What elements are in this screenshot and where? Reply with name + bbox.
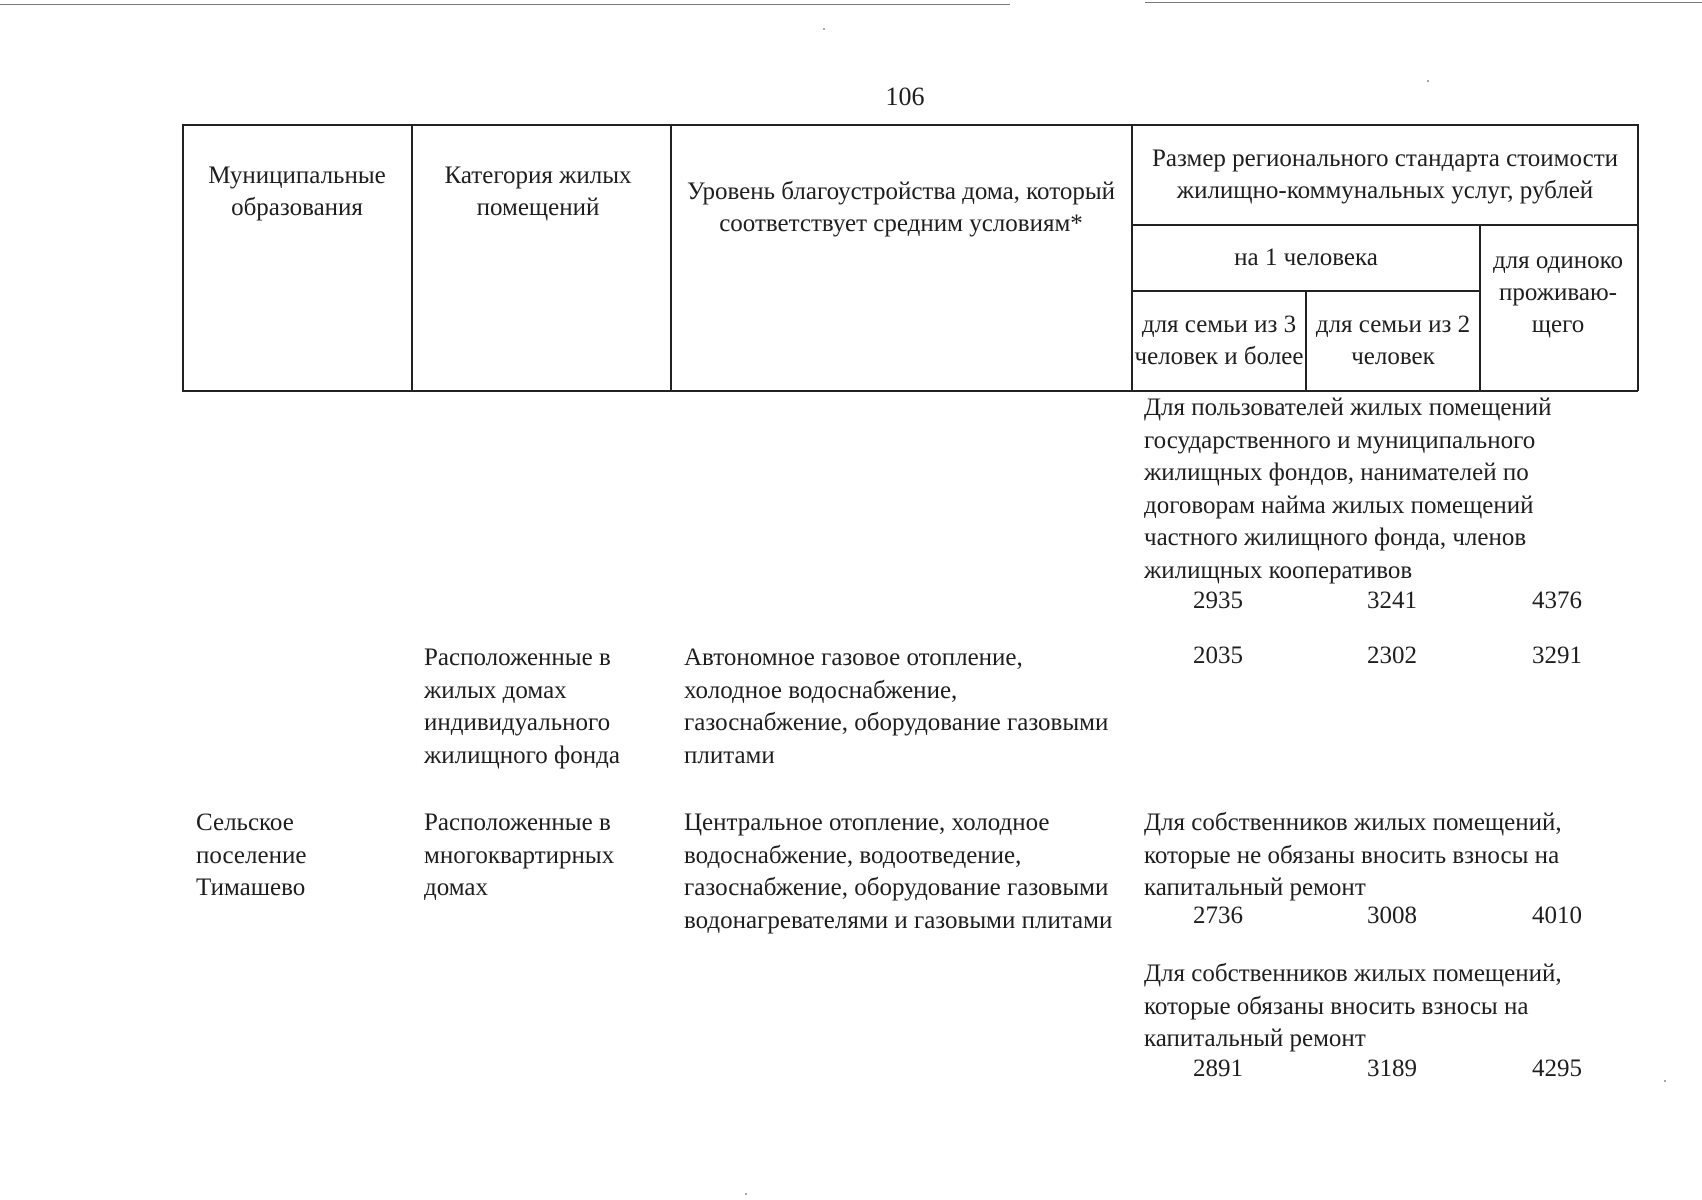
row-amenity-level: Центральное отопление, холодное водоснабжение, водоотведение, газоснабжение, оборудование газовыми водонагревателями и газовыми плитами [684, 809, 1113, 934]
row-note: Для пользователей жилых помещений государственного и муниципального жилищных фондов, нанимателей по договорам найма жилых помещений частного жилищного фонда, членов жилищных кооперативов [1144, 394, 1552, 584]
row-category: Расположенные в жилых домах индивидуального жилищного фонда [424, 644, 620, 769]
header-municipality: Муниципальные образования [208, 162, 386, 221]
value-family-2: 3008 [1367, 902, 1417, 929]
value-single: 4010 [1532, 902, 1582, 929]
header-per-person: на 1 человека [1234, 244, 1378, 271]
col-divider-4 [1305, 290, 1307, 391]
header-rule-standard [1132, 224, 1638, 226]
value-family-3-plus: 2891 [1193, 1055, 1243, 1082]
scan-speck [1664, 1080, 1666, 1082]
scan-edge-line-right [1145, 2, 1702, 3]
header-standard-size: Размер регионального стандарта стоимости жилищно-коммунальных услуг, рублей [1151, 145, 1619, 204]
value-single: 3291 [1532, 642, 1582, 669]
value-family-2: 2302 [1367, 642, 1417, 669]
row-municipality: Сельское поселение Тимашево [196, 809, 307, 901]
value-family-2: 3189 [1367, 1055, 1417, 1082]
scan-edge-line-left [0, 4, 1010, 5]
value-single: 4295 [1532, 1055, 1582, 1082]
header-family-3-plus: для семьи из 3 человек и более [1134, 311, 1304, 370]
scan-speck [823, 28, 825, 30]
col-divider-5 [1479, 224, 1481, 391]
value-family-3-plus: 2736 [1193, 902, 1243, 929]
row-category: Расположенные в многоквартирных домах [424, 809, 615, 901]
value-family-3-plus: 2035 [1193, 642, 1243, 669]
col-divider-1 [411, 124, 413, 391]
value-family-2: 3241 [1367, 587, 1417, 614]
value-family-3-plus: 2935 [1193, 587, 1243, 614]
header-single: для одиноко проживаю-щего [1492, 247, 1624, 338]
col-divider-3 [1131, 124, 1133, 391]
table-border-left [182, 124, 184, 391]
scan-speck [745, 1193, 747, 1195]
header-family-2: для семьи из 2 человек [1315, 311, 1471, 370]
col-divider-2 [670, 124, 672, 391]
group-note: Для собственников жилых помещений, которые обязаны вносить взносы на капитальный ремонт [1144, 960, 1562, 1052]
table-border-top [182, 124, 1638, 126]
page-number: 106 [885, 82, 925, 111]
value-single: 4376 [1532, 587, 1582, 614]
header-category: Категория жилых помещений [444, 162, 632, 221]
row-amenity-level: Автономное газовое отопление, холодное водоснабжение, газоснабжение, оборудование газовыми плитами [684, 644, 1109, 769]
table-border-right [1637, 124, 1639, 391]
header-amenity-level: Уровень благоустройства дома, который соответствует средним условиям* [687, 178, 1115, 237]
group-note: Для собственников жилых помещений, которые не обязаны вносить взносы на капитальный ремонт [1144, 809, 1562, 901]
